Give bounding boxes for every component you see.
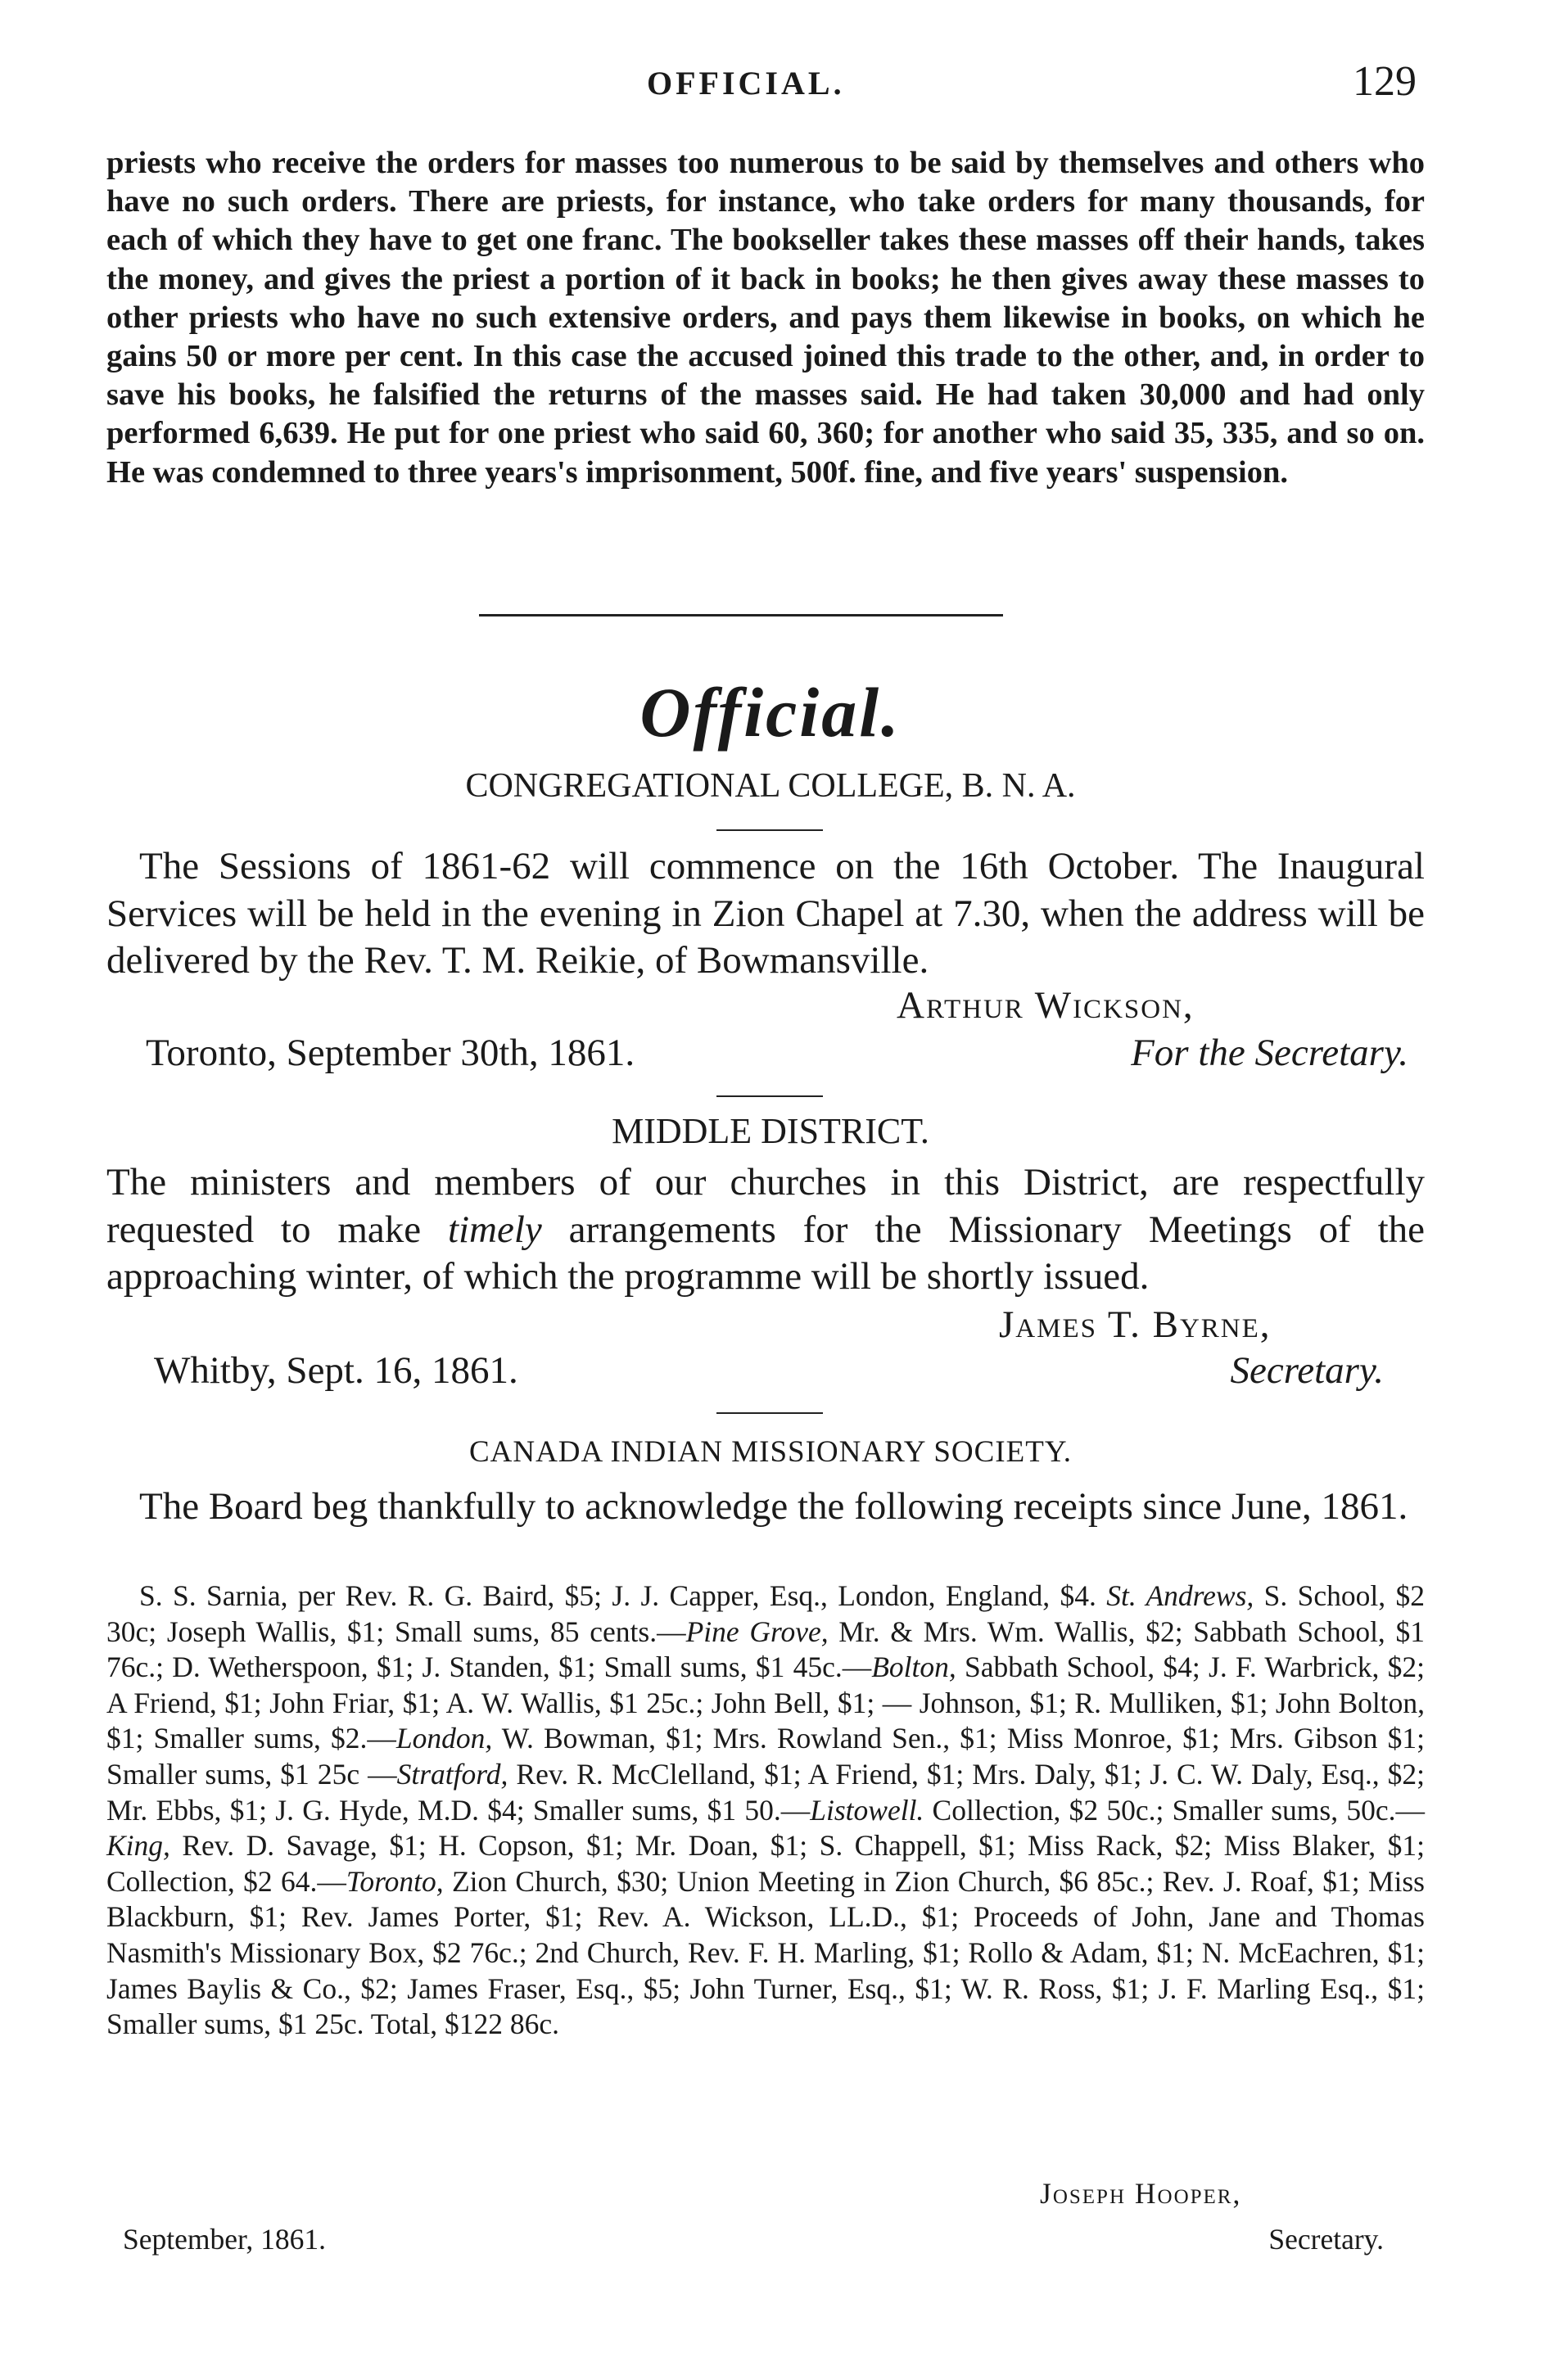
page-number: 129 [1353, 58, 1417, 105]
middle-title: MIDDLE DISTRICT. [612, 1111, 929, 1151]
canada-signature-row [106, 2176, 1425, 2225]
middle-dateline [106, 1348, 1425, 1397]
receipt-place-name: Listowell. [810, 1793, 924, 1827]
receipt-place-name: London, [395, 1722, 493, 1755]
receipt-entry-text: S. S. Sarnia, per Rev. R. G. Baird, $5; J. J. Capper, Esq., London, England, $4. [139, 1579, 1107, 1612]
college-signer: Arthur Wickson, [897, 984, 1195, 1027]
receipt-place-name: Bolton, [871, 1651, 956, 1684]
running-header [0, 58, 1541, 113]
receipt-place-name: Toronto, [346, 1864, 444, 1898]
receipt-entry-text: Sabbath School, $4; J. F. Warbrick, $2; A Friend, $1; John Friar, $1; A. W. Wallis, $1 25c.; John Bell, $1; — Johnson, $1; R. Mulliken, $1; John Bolton, $1; Smaller sums, $2.— [106, 1651, 1426, 1755]
middle-signer: James T. Byrne, [999, 1303, 1272, 1346]
middle-body [106, 1159, 1425, 1301]
middle-body-text: arrangements for the Missionary Meetings of the approaching winter, of which the programme will be shortly issued. [106, 1208, 1425, 1298]
receipt-place-name: King, [106, 1829, 170, 1863]
receipts-list [106, 1578, 1425, 2043]
receipt-entry-text: W. Bowman, $1; Mrs. Rowland Sen., $1; Miss Monroe, $1; Mrs. Gibson $1; Smaller sums, $1 25c — [106, 1722, 1425, 1791]
section-divider [479, 614, 1003, 616]
receipt-entry-text: Mr. & Mrs. Wm. Wallis, $2; Sabbath School, $1 76c.; D. Wetherspoon, $1; J. Standen, $1; Small sums, $1 45c.— [106, 1615, 1425, 1684]
section-heading: Official. [639, 673, 902, 752]
receipt-entry-text: Collection, $2 50c.; Smaller sums, 50c.— [924, 1793, 1425, 1827]
college-signer-role: For the Secretary. [1131, 1032, 1408, 1074]
canada-title: CANADA INDIAN MISSIONARY SOCIETY. [468, 1435, 1073, 1469]
receipt-entry-text: Rev. D. Savage, $1; H. Copson, $1; Mr. Doan, $1; S. Chappell, $1; Miss Rack, $2; Miss Blaker, $1; Collection, $2 64.— [106, 1829, 1425, 1898]
college-title: CONGREGATIONAL COLLEGE, B. N. A. [465, 767, 1076, 805]
college-place-date: Toronto, September 30th, 1861. [146, 1032, 635, 1074]
middle-body-emphasis: timely [447, 1208, 542, 1251]
intro-paragraph: priests who receive the orders for masses too numerous to be said by themselves and others who have no such orders. There are priests, for instance, who take orders for many thousands, for each of which they have to get one franc. The bookseller takes these masses off their hands, takes the money, and gives the priest a portion of it back in books; he then gives away these masses to other priests who have no such extensive orders, and pays them likewise in books, on which he gains 50 or more per cent. In this case the accused joined this trade to the other, and, in order to save his books, he falsified the returns of the masses said. He had taken 30,000 and had only performed 6,639. He put for one priest who said 60, 360; for another who said 35, 335, and so on. He was condemned to three years's imprisonment, 500f. fine, and five years' suspension. [106, 146, 1425, 490]
canada-dateline [106, 2222, 1425, 2271]
receipt-place-name: Pine Grove, [685, 1615, 829, 1648]
middle-signer-role: Secretary. [1230, 1349, 1384, 1392]
canada-signer: Joseph Hooper, [1040, 2177, 1242, 2210]
short-rule [716, 829, 823, 831]
receipt-place-name: St. Andrews, [1106, 1579, 1254, 1612]
college-signature-row [106, 982, 1425, 1032]
middle-place-date: Whitby, Sept. 16, 1861. [154, 1349, 518, 1392]
receipt-entry-text: S. School, $2 30c; Joseph Wallis, $1; Small sums, 85 cents.— [106, 1579, 1425, 1648]
canada-date: September, 1861. [123, 2223, 327, 2256]
receipt-place-name: Stratford, [396, 1757, 508, 1791]
college-dateline [106, 1030, 1425, 1079]
college-body: The Sessions of 1861-62 will commence on the 16th October. The Inaugural Services will be held in the evening in Zion Chapel at 7.30, when the address will be delivered by the Rev. T. M. Reikie, of Bowmansville. [106, 845, 1425, 982]
receipt-entry-text: Zion Church, $30; Union Meeting in Zion Church, $6 85c.; Rev. J. Roaf, $1; Miss Blackburn, $1; Rev. James Porter, $1; Rev. A. Wickson, LL.D., $1; Proceeds of John, Jane and Thomas Nasmith's Missionary Box, $2 76c.; 2nd Church, Rev. F. H. Marling, $1; Rollo & Adam, $1; N. McEachren, $1; James Baylis & Co., $2; James Fraser, Esq., $5; John Turner, Esq., $1; W. R. Ross, $1; J. F. Marling Esq., $1; Smaller sums, $1 25c. Total, $122 86c. [106, 1864, 1425, 2041]
middle-signature-row [106, 1302, 1425, 1351]
receipt-entry-text: Rev. R. McClelland, $1; A Friend, $1; Mrs. Daly, $1; J. C. W. Daly, Esq., $2; Mr. Ebbs, $1; J. G. Hyde, M.D. $4; Smaller sums, $1 50.— [106, 1757, 1425, 1827]
middle-body-text: The ministers and members of our churches in this District, are respectfully requested to make [106, 1161, 1425, 1251]
running-title: OFFICIAL. [647, 65, 845, 102]
short-rule [716, 1095, 823, 1097]
short-rule [716, 1412, 823, 1414]
canada-intro: The Board beg thankfully to acknowledge the following receipts since June, 1861. [139, 1485, 1408, 1528]
canada-signer-role: Secretary. [1268, 2223, 1384, 2256]
